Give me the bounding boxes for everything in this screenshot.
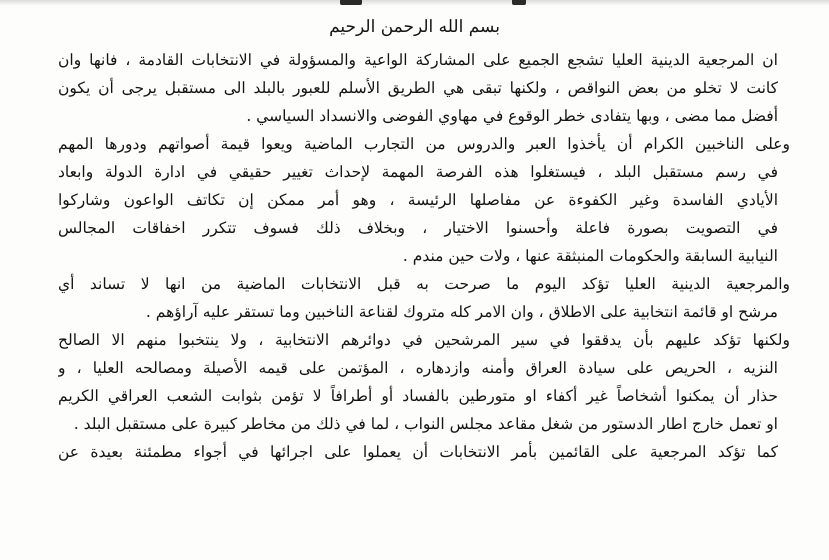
basmala-heading: بسم الله الرحمن الرحيم: [329, 17, 500, 37]
document-line: ان المرجعية الدينية العليا تشجع الجميع على المشاركة الواعية والمسؤولة في الانتخابات القادمة ، فانها وان: [58, 51, 778, 69]
document-line: او تعمل خارج اطار الدستور من شغل مقاعد مجلس النواب ، لما في ذلك من مخاطر كبيرة على مستقبل البلد .: [73, 415, 778, 433]
scan-mark: [512, 0, 526, 5]
document-line: والمرجعية الدينية العليا تؤكد اليوم ما صرحت به قبل الانتخابات الماضية من انها لا تساند أي: [58, 275, 790, 293]
document-line: في رسم مستقبل البلد ، فيستغلوا هذه الفرصة المهمة لإحداث تغيير حقيقي في ادارة الدولة وابعاد: [58, 163, 778, 181]
document-body: [58, 46, 790, 466]
scan-mark: [340, 0, 362, 5]
scan-top-edge: [0, 0, 829, 6]
document-line: النزيه ، الحريص على سيادة العراق وأمنه وازدهاره ، المؤتمن على قيمه الأصيلة ومصالحه العليا ، و: [58, 359, 778, 377]
document-line: مرشح او قائمة انتخابية على الاطلاق ، وان الامر كله متروك لقناعة الناخبين وما تستقر عليه آراؤهم .: [145, 303, 778, 321]
document-line: النيابية السابقة والحكومات المنبثقة عنها ، ولات حين مندم .: [402, 247, 778, 265]
document-line: كما تؤكد المرجعية على القائمين بأمر الانتخابات أن يعملوا على اجرائها في أجواء مطمئنة بعيدة عن: [58, 443, 778, 461]
document-line: أفضل مما مضى ، وبها يتفادى خطر الوقوع في مهاوي الفوضى والانسداد السياسي .: [246, 107, 778, 125]
document-line: ولكنها تؤكد عليهم بأن يدققوا في سير المرشحين في دوائرهم الانتخابية ، ولا ينتخبوا منهم الا الصالح: [58, 331, 790, 349]
document-line: وعلى الناخبين الكرام أن يأخذوا العبر والدروس من التجارب الماضية ويعوا قيمة أصواتهم ودورها المهم: [58, 135, 790, 153]
document-line: كانت لا تخلو من بعض النواقص ، ولكنها تبقى هي الطريق الأسلم للعبور بالبلد الى مستقبل يرجى أن يكون: [58, 79, 778, 97]
document-line: الأيادي الفاسدة وغير الكفوءة عن مفاصلها الرئيسة ، وهو أمر ممكن إن تكاتف الواعون وشاركوا: [58, 191, 778, 209]
document-line: حذار أن يمكنوا أشخاصاً غير أكفاء او متورطين بالفساد أو أطرافاً لا تؤمن بثوابت الشعب العراقي الكريم: [58, 387, 778, 405]
document-line: في التصويت بصورة فاعلة وأحسنوا الاختيار ، وبخلاف ذلك فسوف تتكرر اخفاقات المجالس: [58, 219, 778, 237]
